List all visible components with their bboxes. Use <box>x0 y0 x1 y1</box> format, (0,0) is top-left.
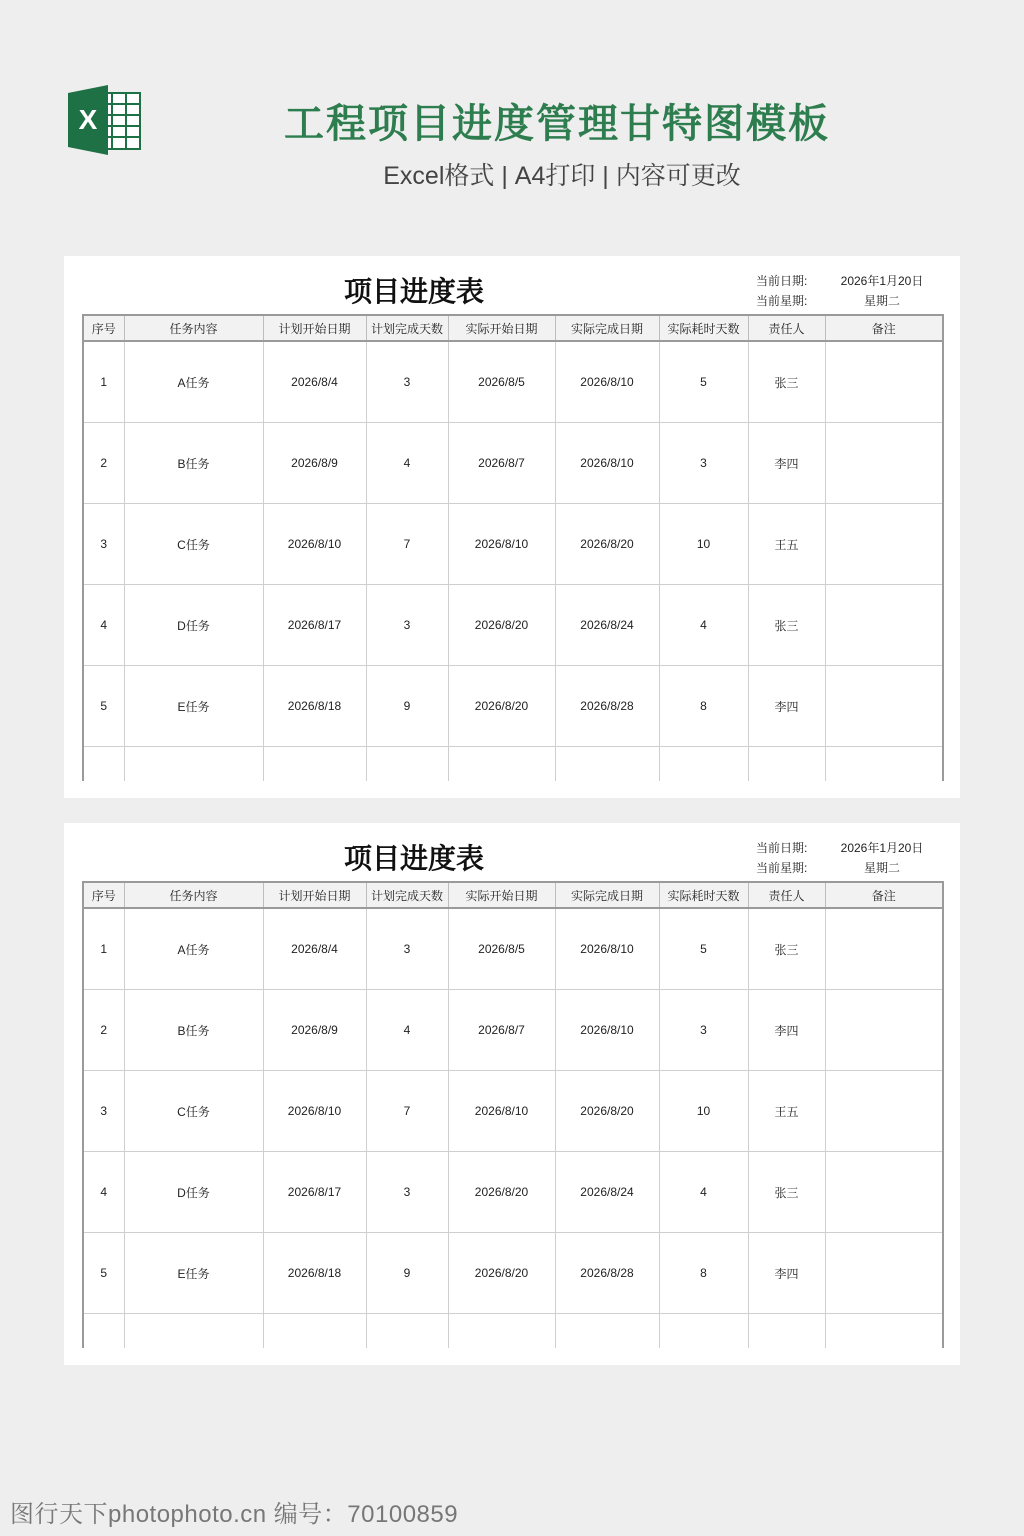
table-cell[interactable]: 2026/8/10 <box>263 1071 366 1152</box>
table-cell[interactable]: 2026/8/7 <box>448 990 555 1071</box>
table-cell[interactable] <box>825 908 943 990</box>
column-header: 序号 <box>83 315 124 341</box>
table-cell[interactable]: 9 <box>366 1233 448 1314</box>
table-cell[interactable]: 2026/8/5 <box>448 341 555 423</box>
table-row-empty <box>83 747 943 782</box>
table-cell[interactable]: 李四 <box>748 1233 825 1314</box>
table-cell[interactable] <box>659 747 748 782</box>
table-cell[interactable]: 李四 <box>748 990 825 1071</box>
table-cell[interactable]: 张三 <box>748 585 825 666</box>
table-row <box>83 341 943 423</box>
table-cell[interactable]: 2026/8/10 <box>555 423 659 504</box>
column-header: 任务内容 <box>124 315 263 341</box>
table-cell[interactable]: 3 <box>366 585 448 666</box>
table-cell[interactable]: 2026/8/17 <box>263 1152 366 1233</box>
table-cell[interactable]: 2026/8/7 <box>448 423 555 504</box>
table-cell[interactable]: 3 <box>659 423 748 504</box>
table-row <box>83 1152 943 1233</box>
table-cell[interactable]: E任务 <box>124 1233 263 1314</box>
current-date-value: 2026年1月20日 <box>840 274 924 288</box>
column-header: 备注 <box>825 882 943 908</box>
table-cell[interactable]: 2026/8/17 <box>263 585 366 666</box>
table-cell[interactable]: D任务 <box>124 585 263 666</box>
table-cell[interactable] <box>448 747 555 782</box>
table-cell[interactable] <box>825 504 943 585</box>
table-header-row <box>83 882 943 908</box>
table-cell[interactable]: 2026/8/10 <box>448 1071 555 1152</box>
table-cell[interactable] <box>825 1233 943 1314</box>
table-cell[interactable]: 2026/8/4 <box>263 341 366 423</box>
table-cell[interactable]: B任务 <box>124 990 263 1071</box>
table-cell[interactable]: 3 <box>83 1071 124 1152</box>
column-header: 备注 <box>825 315 943 341</box>
table-cell[interactable]: 李四 <box>748 423 825 504</box>
table-cell[interactable] <box>83 1314 124 1349</box>
table-cell[interactable]: 2026/8/20 <box>448 666 555 747</box>
table-cell[interactable]: C任务 <box>124 1071 263 1152</box>
progress-table <box>82 881 944 1348</box>
table-cell[interactable]: 2026/8/28 <box>555 666 659 747</box>
table-cell[interactable] <box>366 1314 448 1349</box>
table-cell[interactable] <box>83 747 124 782</box>
table-cell[interactable] <box>825 585 943 666</box>
table-cell[interactable]: 2026/8/20 <box>448 1152 555 1233</box>
column-header: 实际开始日期 <box>448 882 555 908</box>
table-cell[interactable]: 2026/8/4 <box>263 908 366 990</box>
table-cell[interactable]: 3 <box>659 990 748 1071</box>
table-cell[interactable]: 8 <box>659 1233 748 1314</box>
table-cell[interactable]: 2026/8/10 <box>555 341 659 423</box>
progress-sheet-1 <box>64 256 960 798</box>
table-cell[interactable]: 2026/8/10 <box>263 504 366 585</box>
current-date-label: 当前日期: <box>756 841 808 855</box>
table-cell[interactable] <box>263 1314 366 1349</box>
column-header: 序号 <box>83 882 124 908</box>
column-header: 实际耗时天数 <box>659 882 748 908</box>
current-date-label: 当前日期: <box>756 274 808 288</box>
current-weekday-value: 星期二 <box>863 294 900 308</box>
table-cell[interactable]: 4 <box>659 1152 748 1233</box>
table-cell[interactable] <box>825 666 943 747</box>
table-cell[interactable]: 1 <box>83 341 124 423</box>
current-weekday-label: 当前星期: <box>756 294 808 308</box>
page-title: 工程项目进度管理甘特图模板 <box>284 102 830 146</box>
logo-letter: X <box>78 104 98 135</box>
table-cell[interactable]: 4 <box>83 585 124 666</box>
table-cell[interactable]: 2026/8/18 <box>263 666 366 747</box>
table-cell[interactable] <box>825 341 943 423</box>
column-header: 责任人 <box>748 315 825 341</box>
table-cell[interactable]: 2 <box>83 423 124 504</box>
table-cell[interactable] <box>825 1071 943 1152</box>
column-header: 实际开始日期 <box>448 315 555 341</box>
table-cell[interactable]: 2 <box>83 990 124 1071</box>
table-cell[interactable]: 2026/8/5 <box>448 908 555 990</box>
table-cell[interactable]: 张三 <box>748 341 825 423</box>
table-cell[interactable]: 7 <box>366 1071 448 1152</box>
table-cell[interactable]: 2026/8/10 <box>555 908 659 990</box>
table-cell[interactable]: 2026/8/10 <box>555 990 659 1071</box>
table-cell[interactable] <box>659 1314 748 1349</box>
table-cell[interactable]: A任务 <box>124 341 263 423</box>
table-cell[interactable]: 张三 <box>748 1152 825 1233</box>
table-cell[interactable]: 9 <box>366 666 448 747</box>
table-cell[interactable]: 3 <box>366 908 448 990</box>
column-header: 任务内容 <box>124 882 263 908</box>
table-cell[interactable] <box>124 1314 263 1349</box>
table-row <box>83 585 943 666</box>
table-cell[interactable]: 2026/8/20 <box>448 1233 555 1314</box>
table-cell[interactable]: 2026/8/28 <box>555 1233 659 1314</box>
table-cell[interactable]: B任务 <box>124 423 263 504</box>
progress-table <box>82 314 944 781</box>
column-header: 计划开始日期 <box>263 315 366 341</box>
table-cell[interactable]: 4 <box>659 585 748 666</box>
table-cell[interactable] <box>263 747 366 782</box>
table-cell[interactable]: 5 <box>659 908 748 990</box>
table-cell[interactable]: 张三 <box>748 908 825 990</box>
sheet-title: 项目进度表 <box>343 843 484 874</box>
column-header: 责任人 <box>748 882 825 908</box>
table-cell[interactable]: 3 <box>366 1152 448 1233</box>
table-cell[interactable]: 5 <box>83 666 124 747</box>
table-cell[interactable] <box>825 1314 943 1349</box>
table-cell[interactable]: 2026/8/9 <box>263 423 366 504</box>
table-cell[interactable]: 7 <box>366 504 448 585</box>
table-cell[interactable]: 5 <box>659 341 748 423</box>
column-header: 计划开始日期 <box>263 882 366 908</box>
table-cell[interactable]: 4 <box>366 990 448 1071</box>
table-cell[interactable]: 2026/8/24 <box>555 585 659 666</box>
table-cell[interactable]: 李四 <box>748 666 825 747</box>
table-cell[interactable]: 2026/8/20 <box>448 585 555 666</box>
table-cell[interactable] <box>124 747 263 782</box>
table-cell[interactable]: 10 <box>659 504 748 585</box>
table-cell[interactable] <box>748 1314 825 1349</box>
table-row <box>83 1071 943 1152</box>
table-cell[interactable]: 10 <box>659 1071 748 1152</box>
table-cell[interactable]: C任务 <box>124 504 263 585</box>
table-row <box>83 1233 943 1314</box>
table-cell[interactable] <box>825 990 943 1071</box>
table-row <box>83 504 943 585</box>
table-cell[interactable] <box>366 747 448 782</box>
column-header: 计划完成天数 <box>366 315 448 341</box>
table-row <box>83 666 943 747</box>
table-cell[interactable] <box>555 1314 659 1349</box>
table-cell[interactable]: 2026/8/10 <box>448 504 555 585</box>
table-header-row <box>83 315 943 341</box>
sheet-title: 项目进度表 <box>343 276 484 307</box>
table-cell[interactable] <box>825 747 943 782</box>
table-cell[interactable]: 8 <box>659 666 748 747</box>
table-cell[interactable] <box>448 1314 555 1349</box>
page-header <box>0 0 1024 220</box>
page-subtitle: Excel格式 | A4打印 | 内容可更改 <box>383 162 741 190</box>
table-cell[interactable] <box>748 747 825 782</box>
progress-sheet-2 <box>64 823 960 1365</box>
table-cell[interactable]: A任务 <box>124 908 263 990</box>
table-cell[interactable] <box>555 747 659 782</box>
table-cell[interactable]: 王五 <box>748 1071 825 1152</box>
table-row <box>83 990 943 1071</box>
table-row <box>83 908 943 990</box>
table-cell[interactable]: 4 <box>83 1152 124 1233</box>
column-header: 实际完成日期 <box>555 315 659 341</box>
table-cell[interactable]: 2026/8/18 <box>263 1233 366 1314</box>
current-weekday-value: 星期二 <box>863 861 900 875</box>
current-date-value: 2026年1月20日 <box>840 841 924 855</box>
table-cell[interactable]: 2026/8/9 <box>263 990 366 1071</box>
column-header: 实际耗时天数 <box>659 315 748 341</box>
table-cell[interactable] <box>825 423 943 504</box>
table-row <box>83 423 943 504</box>
table-cell[interactable]: E任务 <box>124 666 263 747</box>
table-cell[interactable]: D任务 <box>124 1152 263 1233</box>
table-cell[interactable]: 3 <box>366 341 448 423</box>
table-cell[interactable]: 1 <box>83 908 124 990</box>
table-cell[interactable]: 2026/8/24 <box>555 1152 659 1233</box>
table-cell[interactable]: 4 <box>366 423 448 504</box>
table-cell[interactable]: 2026/8/20 <box>555 1071 659 1152</box>
current-weekday-label: 当前星期: <box>756 861 808 875</box>
table-cell[interactable]: 5 <box>83 1233 124 1314</box>
column-header: 计划完成天数 <box>366 882 448 908</box>
table-cell[interactable]: 2026/8/20 <box>555 504 659 585</box>
table-cell[interactable] <box>825 1152 943 1233</box>
table-row-empty <box>83 1314 943 1349</box>
watermark-text: 图行天下photophoto.cn 编号：70100859 <box>10 1501 459 1528</box>
table-cell[interactable]: 王五 <box>748 504 825 585</box>
column-header: 实际完成日期 <box>555 882 659 908</box>
table-cell[interactable]: 3 <box>83 504 124 585</box>
